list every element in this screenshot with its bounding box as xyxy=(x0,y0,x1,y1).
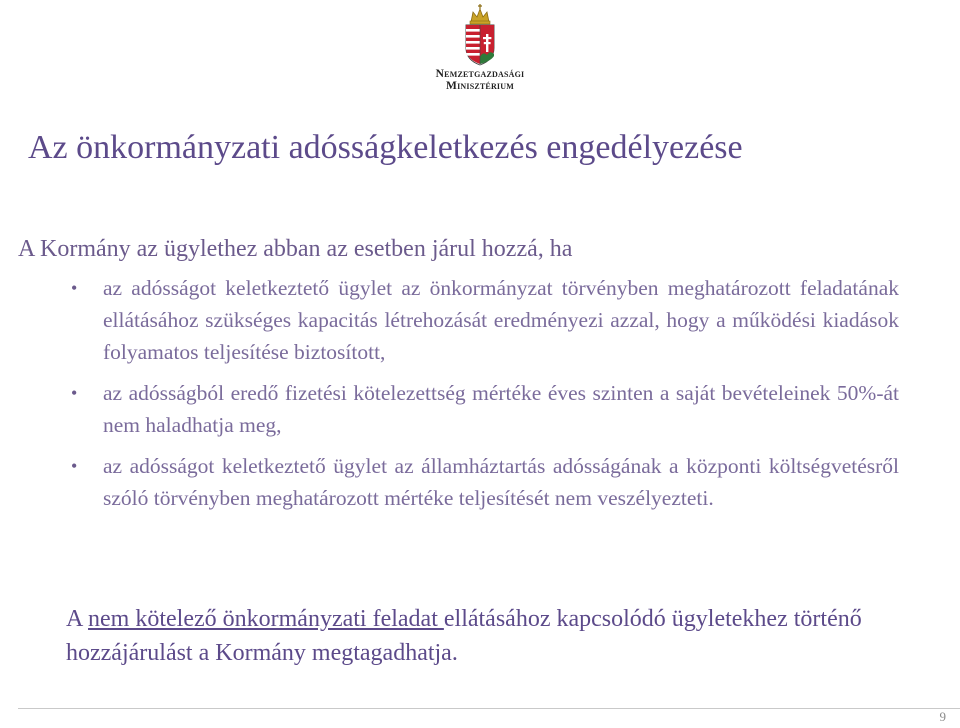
list-item-text: az adósságból eredő fizetési kötelezettség mértéke éves szinten a saját bevételeinek 50%-át nem haladhatja meg, xyxy=(103,381,899,437)
list-item xyxy=(71,272,899,368)
bullet-icon: • xyxy=(71,383,78,403)
list-item xyxy=(71,377,899,441)
closing-paragraph xyxy=(66,602,906,670)
ministry-name xyxy=(420,68,540,92)
ministry-name-line2: Minisztérium xyxy=(446,80,514,92)
page-number: 9 xyxy=(939,709,946,724)
ministry-name-line1: Nemzetgazdasági xyxy=(435,68,525,80)
hungarian-coat-of-arms-icon xyxy=(463,4,497,66)
list-item-text: az adósságot keletkeztető ügylet az önkormányzat törvényben meghatározott feladatának ellátásához szükséges kapacitás létrehozását eredményezi azzal, hogy a működési kiadások folyamatos teljesítése biztosított, xyxy=(103,276,899,364)
closing-prefix: A xyxy=(66,606,89,632)
slide-title: Az önkormányzati adósságkeletkezés engedélyezése xyxy=(28,129,743,166)
list-item-text: az adósságot keletkeztető ügylet az államháztartás adósságának a központi költségvetésről szóló törvényben meghatározott mértéke teljesítését nem veszélyezteti. xyxy=(103,454,899,510)
list-item xyxy=(71,450,899,514)
footer-divider xyxy=(18,708,960,709)
intro-text: A Kormány az ügylethez abban az esetben járul hozzá, ha xyxy=(18,236,573,262)
bullet-icon: • xyxy=(71,456,78,476)
bullet-icon: • xyxy=(71,278,78,298)
closing-rest: ellátásához kapcsolódó ügyletekhez történő hozzájárulást a Kormány megtagadhatja. xyxy=(66,606,862,666)
condition-list xyxy=(0,272,899,514)
closing-underlined-phrase: nem kötelező önkormányzati feladat xyxy=(88,606,444,632)
ministry-logo xyxy=(420,4,540,100)
